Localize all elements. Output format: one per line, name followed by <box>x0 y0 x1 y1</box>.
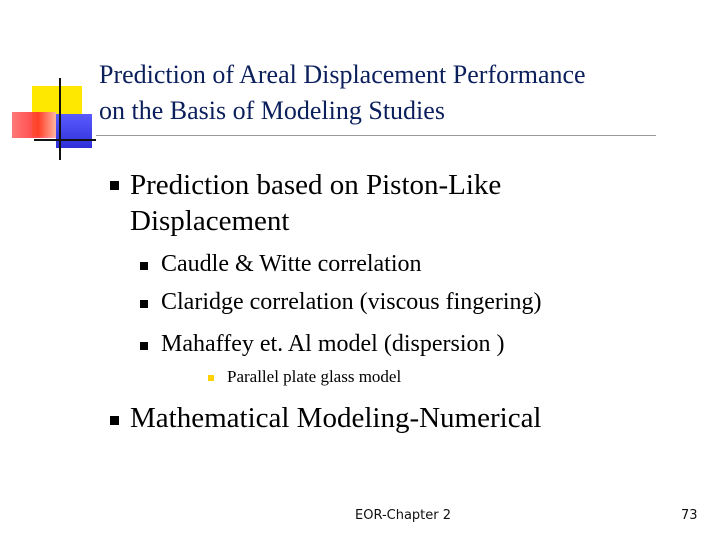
title-divider <box>96 135 656 136</box>
bullet-1-line-2: Displacement <box>130 205 290 237</box>
black-square-bullet-icon <box>110 416 119 425</box>
yellow-square-bullet-icon <box>208 375 214 381</box>
bullet-1-text <box>130 167 501 239</box>
red-bar-shape <box>12 112 56 138</box>
black-square-bullet-icon <box>140 262 148 270</box>
sub-bullet-1: Caudle & Witte correlation <box>161 251 422 277</box>
footer-chapter: EOR-Chapter 2 <box>355 508 452 523</box>
page-number: 73 <box>681 508 698 523</box>
title-line-2: on the Basis of Modeling Studies <box>99 96 445 125</box>
bullet-2-text: Mathematical Modeling-Numerical <box>130 402 542 434</box>
slide-title <box>99 57 586 129</box>
stacked-squares-logo-icon <box>0 0 110 170</box>
black-square-bullet-icon <box>110 181 119 190</box>
sub-sub-bullet-1: Parallel plate glass model <box>227 367 402 386</box>
vertical-line-shape <box>59 78 61 160</box>
black-square-bullet-icon <box>140 300 148 308</box>
sub-bullet-2: Claridge correlation (viscous fingering) <box>161 289 542 315</box>
title-line-1: Prediction of Areal Displacement Performance <box>99 60 586 89</box>
black-square-bullet-icon <box>140 342 148 350</box>
blue-square-shape <box>56 114 92 148</box>
horizontal-line-shape <box>34 139 96 141</box>
sub-bullet-3: Mahaffey et. Al model (dispersion ) <box>161 331 505 357</box>
bullet-1-line-1: Prediction based on Piston-Like <box>130 169 502 201</box>
